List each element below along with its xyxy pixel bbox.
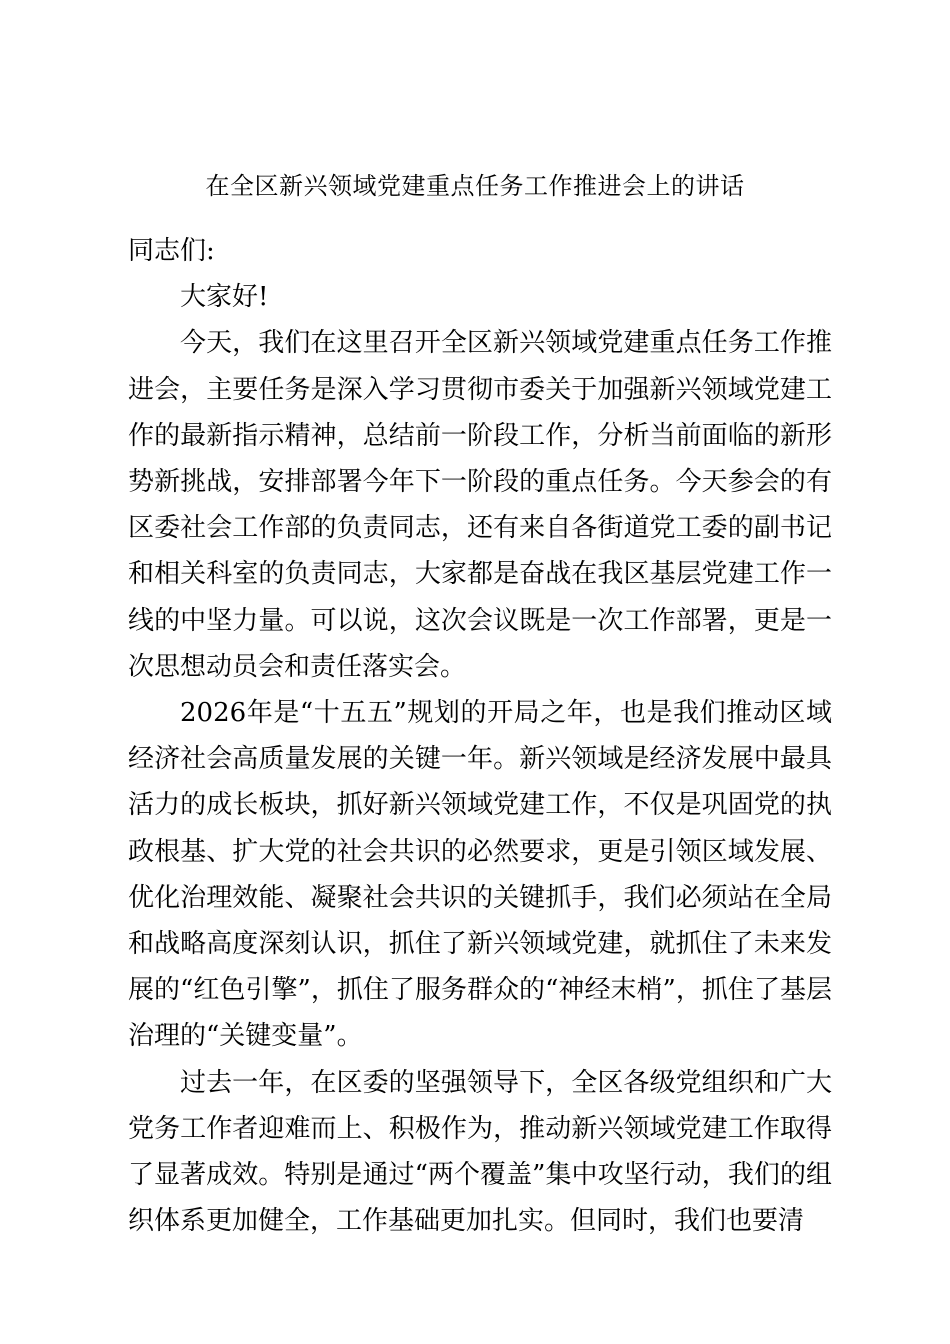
document-body [128,228,832,1244]
salutation: 同志们: [128,236,215,266]
greeting: 大家好! [180,282,269,313]
paragraph-3: 过去一年，在区委的坚强领导下，全区各级党组织和广大党务工作者迎难而上、积极作为，推动新兴领域党建工作取得了显著成效。特别是通过“两个覆盖”集中攻坚行动，我们的组织体系更加健全，工作基础更加扎实。但同时，我们也要清 [128,1067,832,1237]
document-title: 在全区新兴领域党建重点任务工作推进会上的讲话 [205,172,745,200]
paragraph-1: 今天，我们在这里召开全区新兴领域党建重点任务工作推进会，主要任务是深入学习贯彻市委关于加强新兴领域党建工作的最新指示精神，总结前一阶段工作，分析当前面临的新形势新挑战，安排部署今年下一阶段的重点任务。今天参会的有区委社会工作部的负责同志，还有来自各街道党工委的副书记和相关科室的负责同志，大家都是奋战在我区基层党建工作一线的中坚力量。可以说，这次会议既是一次工作部署，更是一次思想动员会和责任落实会。 [128,328,832,682]
paragraph-2: 2026年是“十五五”规划的开局之年，也是我们推动区域经济社会高质量发展的关键一年。新兴领域是经济发展中最具活力的成长板块，抓好新兴领域党建工作，不仅是巩固党的执政根基、扩大党的社会共识的必然要求，更是引领区域发展、优化治理效能、凝聚社会共识的关键抓手，我们必须站在全局和战略高度深刻认识，抓住了新兴领域党建，就抓住了未来发展的“红色引擎”，抓住了服务群众的“神经末梢”，抓住了基层治理的“关键变量”。 [128,698,832,1052]
